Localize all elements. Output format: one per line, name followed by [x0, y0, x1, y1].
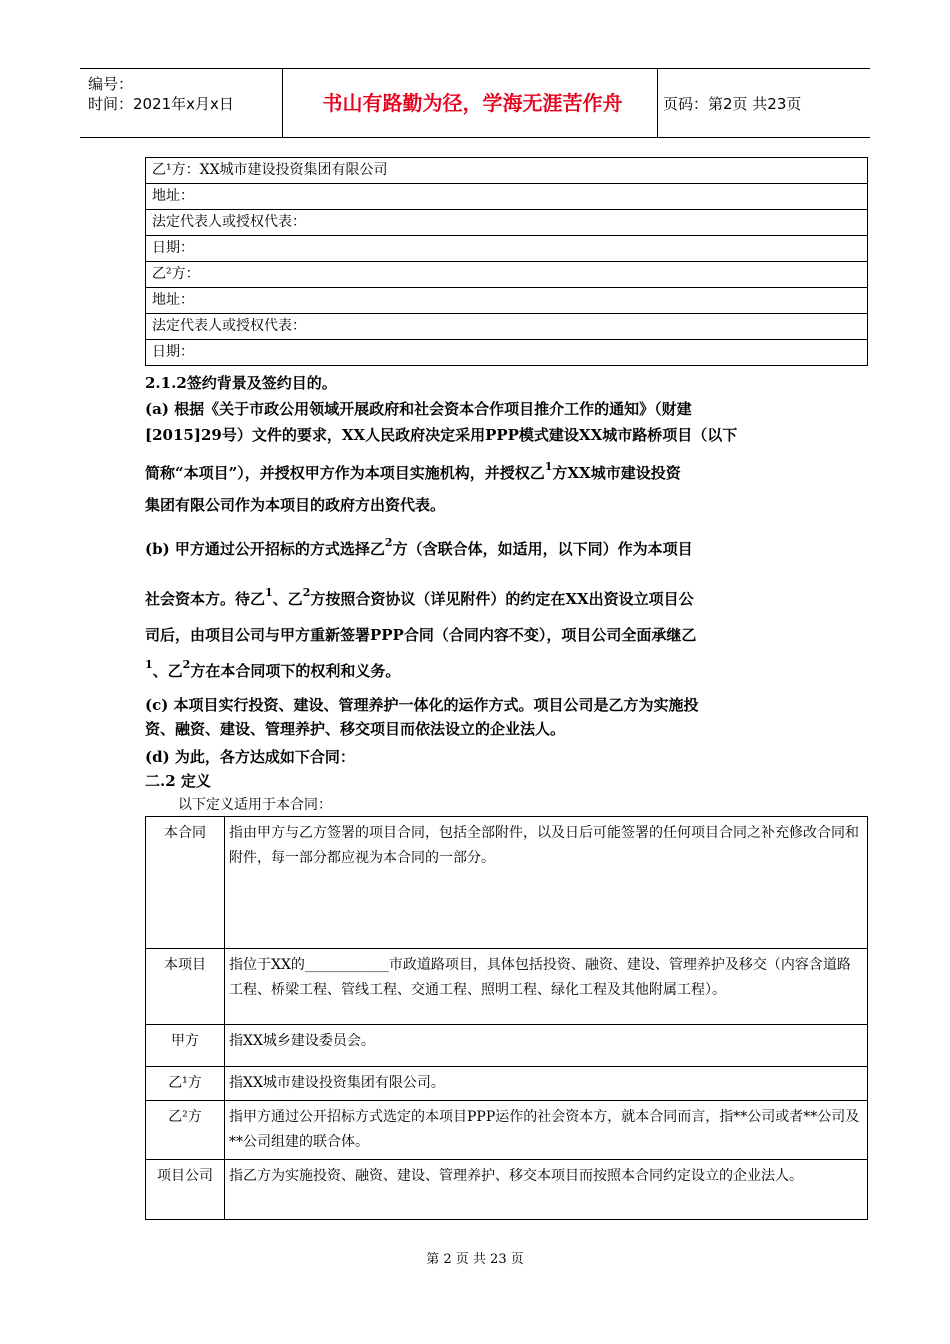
text-span: 、乙	[272, 590, 303, 608]
table-row	[146, 1160, 868, 1220]
paragraph-line	[145, 588, 825, 609]
section-intro: 以下定义适用于本合同：	[178, 797, 332, 813]
header-divider	[657, 69, 658, 137]
definition-text: 指位于XX的____________市政道路项目，具体包括投资、融资、建设、管理养护及移交（内容含道路工程、桥梁工程、管线工程、交通工程、照明工程、绿化工程及其他附属工程）。	[225, 949, 868, 1025]
signature-table	[145, 157, 868, 366]
text-span: 方（含联合体，如适用，以下同）作为本项目	[392, 540, 693, 558]
text-span: 方在本合同项下的权利和义务。	[190, 662, 401, 680]
table-row	[146, 1067, 868, 1101]
paragraph-line: (d) 为此，各方达成如下合同：	[145, 748, 355, 766]
definition-text: 指甲方通过公开招标方式选定的本项目PPP运作的社会资本方，就本合同而言，指**公司或者**公司及**公司组建的联合体。	[225, 1101, 868, 1160]
text-span: 、乙	[152, 662, 183, 680]
signature-row: 乙¹方：XX城市建设投资集团有限公司	[146, 158, 868, 184]
paragraph-line: 司后，由项目公司与甲方重新签署PPP合同（合同内容不变），项目公司全面承继乙	[145, 626, 697, 644]
superscript: 1	[265, 586, 273, 599]
section-title: 2.1.2签约背景及签约目的。	[145, 374, 337, 392]
definition-term: 乙¹方	[146, 1067, 225, 1101]
header-motto: 书山有路勤为径，学海无涯苦作舟	[322, 91, 623, 115]
page-footer: 第 2 页 共 23 页	[426, 1252, 524, 1267]
superscript: 2	[384, 536, 393, 549]
table-row	[146, 1025, 868, 1067]
definition-term: 甲方	[146, 1025, 225, 1067]
signature-row: 日期：	[146, 236, 868, 262]
table-row	[146, 1101, 868, 1160]
paragraph-line: 集团有限公司作为本项目的政府方出资代表。	[145, 496, 446, 514]
paragraph-line	[145, 660, 825, 681]
definition-text: 指由甲方与乙方签署的项目合同，包括全部附件，以及日后可能签署的任何项目合同之补充修改合同和附件，每一部分都应视为本合同的一部分。	[225, 817, 868, 949]
signature-row: 地址：	[146, 184, 868, 210]
paragraph-line: [2015]29号）文件的要求，XX人民政府决定采用PPP模式建设XX城市路桥项目（以下	[145, 426, 738, 444]
definition-text: 指XX城市建设投资集团有限公司。	[225, 1067, 868, 1101]
text-span: (b) 甲方通过公开招标的方式选择乙	[145, 540, 385, 558]
text-span: 社会资本方。待乙	[145, 590, 266, 608]
definition-term: 项目公司	[146, 1160, 225, 1220]
paragraph-line: 资、融资、建设、管理养护、移交项目而依法设立的企业法人。	[145, 720, 566, 738]
header-page-label: 页码：第2页 共23页	[663, 95, 802, 113]
header-divider	[282, 69, 283, 137]
table-row	[146, 817, 868, 949]
doc-number-label: 编号：	[88, 75, 134, 93]
definition-term: 乙²方	[146, 1101, 225, 1160]
definition-term: 本合同	[146, 817, 225, 949]
text-span: 方按照合资协议（详见附件）的约定在XX出资设立项目公	[310, 590, 694, 608]
signature-row: 法定代表人或授权代表：	[146, 210, 868, 236]
paragraph-line: (c) 本项目实行投资、建设、管理养护一体化的运作方式。项目公司是乙方为实施投	[145, 696, 699, 714]
paragraph-line	[145, 462, 825, 483]
superscript: 1	[145, 658, 153, 671]
superscript: 1	[544, 460, 553, 473]
signature-row: 法定代表人或授权代表：	[146, 314, 868, 340]
definition-text: 指XX城乡建设委员会。	[225, 1025, 868, 1067]
paragraph-line: (a) 根据《关于市政公用领域开展政府和社会资本合作项目推介工作的通知》（财建	[145, 400, 692, 418]
superscript: 2	[182, 658, 191, 671]
paragraph-line	[145, 538, 825, 559]
superscript: 2	[302, 586, 311, 599]
definition-text: 指乙方为实施投资、融资、建设、管理养护、移交本项目而按照本合同约定设立的企业法人。	[225, 1160, 868, 1220]
section-title: 二.2 定义	[145, 772, 211, 790]
signature-row: 乙²方：	[146, 262, 868, 288]
text-span: 方XX城市建设投资	[552, 464, 681, 482]
definitions-table	[145, 816, 868, 1220]
table-row	[146, 949, 868, 1025]
signature-row: 日期：	[146, 340, 868, 366]
definition-term: 本项目	[146, 949, 225, 1025]
doc-time-label: 时间：2021年x月x日	[88, 95, 234, 113]
signature-row: 地址：	[146, 288, 868, 314]
page-header	[80, 68, 870, 138]
text-span: 简称“本项目”），并授权甲方作为本项目实施机构，并授权乙	[145, 464, 545, 482]
